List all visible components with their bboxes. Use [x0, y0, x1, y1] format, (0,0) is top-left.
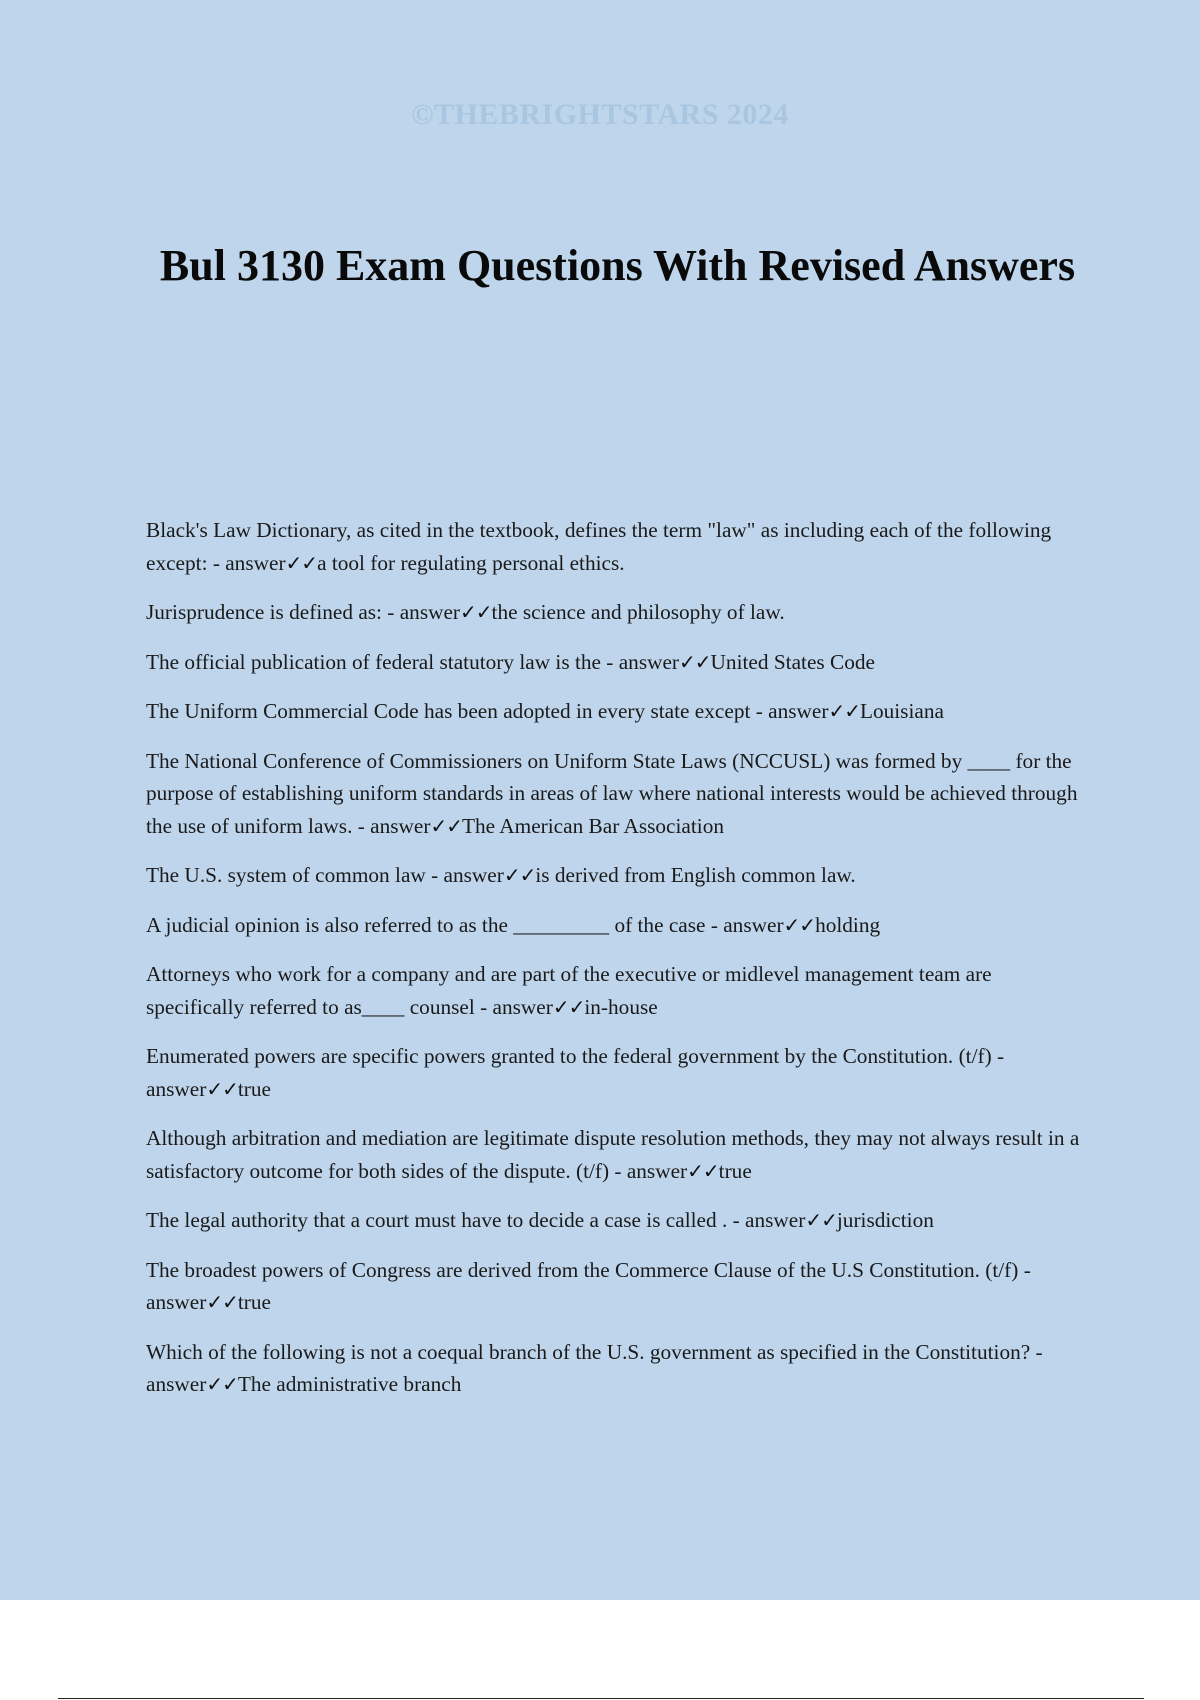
question-text: The U.S. system of common law - answer [146, 863, 504, 887]
question-text: Enumerated powers are specific powers granted to the federal government by the Constitution. (t/f) - answer [146, 1044, 1005, 1101]
question-text: The Uniform Commercial Code has been adopted in every state except - answer [146, 699, 829, 723]
double-check-icon: ✓✓ [460, 600, 492, 624]
answer-text: the science and philosophy of law. [491, 600, 785, 624]
qa-item [146, 958, 1081, 1023]
double-check-icon: ✓✓ [430, 813, 462, 838]
question-text: The official publication of federal statutory law is the - answer [146, 649, 680, 674]
qa-item [146, 646, 1081, 679]
question-text: The legal authority that a court must have to decide a case is called . - answer [146, 1208, 806, 1232]
answer-text: United States Code [710, 649, 875, 674]
answer-text: true [237, 1290, 271, 1314]
qa-item [146, 514, 1081, 579]
question-text: Attorneys who work for a company and are part of the executive or midlevel management team are specifically referred to as____ counsel - answer [146, 962, 992, 1019]
qa-item [146, 596, 1081, 629]
answer-text: The American Bar Association [462, 813, 724, 838]
question-text: A judicial opinion is also referred to as the _________ of the case - answer [146, 912, 784, 937]
double-check-icon: ✓✓ [679, 649, 711, 674]
question-text: Black's Law Dictionary, as cited in the textbook, defines the term "law" as including each of the following except: - answer [146, 518, 1052, 575]
page-title: Bul 3130 Exam Questions With Revised Answers [159, 241, 1076, 290]
double-check-icon: ✓✓ [828, 699, 860, 723]
qa-item [146, 745, 1081, 843]
answer-text: true [718, 1158, 752, 1183]
double-check-icon: ✓✓ [783, 912, 816, 937]
qa-item [146, 1204, 1081, 1237]
double-check-icon: ✓✓ [285, 550, 318, 575]
qa-item [146, 695, 1081, 728]
question-text: The broadest powers of Congress are derived from the Commerce Clause of the U.S Constitution. (t/f) - answer [146, 1257, 1031, 1314]
answer-text: is derived from English common law. [535, 863, 856, 887]
double-check-icon: ✓✓ [503, 863, 536, 887]
answer-text: jurisdiction [836, 1208, 934, 1232]
footer-divider [58, 1698, 1144, 1699]
answer-text: The administrative branch [237, 1372, 462, 1396]
answer-text: a tool for regulating personal ethics. [317, 550, 625, 575]
double-check-icon: ✓✓ [552, 994, 585, 1019]
answer-text: holding [815, 912, 881, 937]
qa-item [146, 909, 1081, 942]
watermark: ©THEBRIGHTSTARS 2024 [411, 98, 789, 131]
double-check-icon: ✓✓ [687, 1158, 719, 1183]
question-text: The National Conference of Commissioners on Uniform State Laws (NCCUSL) was formed by ____ for the purpose of establishing uniform standards in areas of law where national interests would be achieved through the use of uniform laws. - answer [146, 748, 1078, 838]
double-check-icon: ✓✓ [206, 1076, 238, 1101]
qa-item [146, 1040, 1081, 1105]
answer-text: true [237, 1076, 271, 1101]
qa-item [146, 1122, 1081, 1187]
answer-text: Louisiana [859, 699, 944, 723]
qa-item [146, 1254, 1081, 1319]
question-text: Jurisprudence is defined as: - answer [146, 600, 461, 624]
question-text: Which of the following is not a coequal branch of the U.S. government as specified in the Constitution? - answer [146, 1339, 1043, 1396]
answer-text: in-house [584, 994, 658, 1019]
double-check-icon: ✓✓ [206, 1290, 238, 1314]
double-check-icon: ✓✓ [805, 1208, 837, 1232]
qa-item [146, 1336, 1081, 1401]
qa-item [146, 859, 1081, 892]
qa-list [146, 514, 1081, 1418]
question-text: Although arbitration and mediation are legitimate dispute resolution methods, they may not always result in a satisfactory outcome for both sides of the dispute. (t/f) - answer [146, 1126, 1080, 1183]
double-check-icon: ✓✓ [206, 1372, 238, 1396]
